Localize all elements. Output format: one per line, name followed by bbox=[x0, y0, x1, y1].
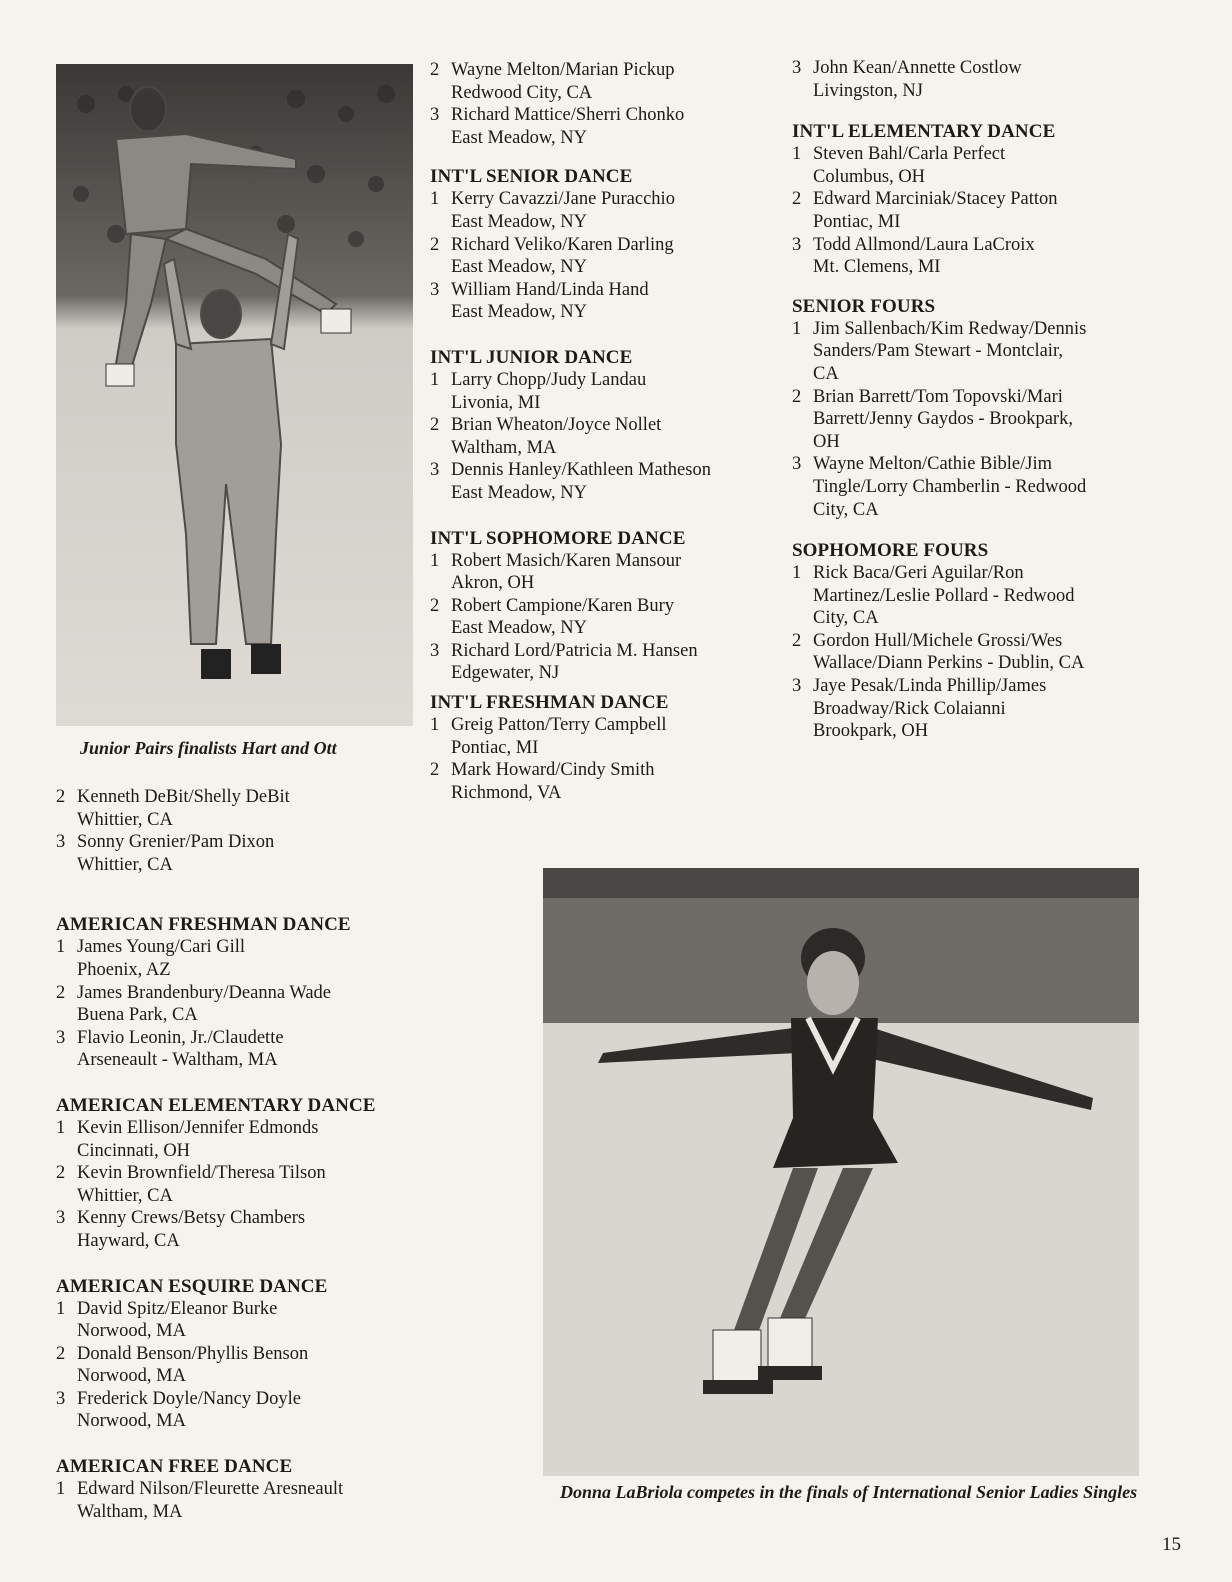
pairs-skaters-photo bbox=[56, 64, 413, 726]
result-entry: 1 Larry Chopp/Judy Landau Livonia, MI bbox=[430, 369, 647, 413]
results-section bbox=[792, 539, 1157, 743]
result-entry: 2 Edward Marciniak/Stacey Patton Pontiac, MI bbox=[792, 189, 1058, 232]
result-entry: 3 Frederick Doyle/Nancy Doyle Norwood, MA bbox=[56, 1388, 301, 1432]
continued-results bbox=[792, 57, 1157, 102]
result-entry: 1 James Young/Cari Gill Phoenix, AZ bbox=[56, 937, 246, 980]
results-section bbox=[56, 1094, 436, 1253]
results-section bbox=[792, 120, 1157, 279]
result-entry: 3 Dennis Hanley/Kathleen Matheson East Meadow, NY bbox=[430, 460, 711, 503]
middle-results-column bbox=[430, 59, 780, 826]
result-entry: 1 Steven Bahl/Carla Perfect Columbus, OH bbox=[792, 144, 1006, 187]
results-section bbox=[56, 913, 436, 1072]
continued-results bbox=[56, 786, 436, 876]
result-entry: 1 David Spitz/Eleanor Burke Norwood, MA bbox=[56, 1298, 278, 1342]
result-entry: 2 Gordon Hull/Michele Grossi/Wes Wallace/Diann Perkins - Dublin, CA bbox=[792, 630, 1085, 674]
result-entry: 3 William Hand/Linda Hand East Meadow, NY bbox=[430, 279, 649, 323]
result-entry: 2 Kenneth DeBit/Shelly DeBit Whittier, CA bbox=[56, 787, 290, 830]
results-section bbox=[56, 1455, 436, 1523]
section-heading: AMERICAN ESQUIRE DANCE bbox=[56, 1275, 328, 1297]
results-section bbox=[56, 1275, 436, 1434]
result-entry: 3 John Kean/Annette Costlow Livingston, NJ bbox=[792, 58, 1022, 101]
result-entry: 2 Robert Campione/Karen Bury East Meadow, NY bbox=[430, 595, 674, 639]
left-results-column bbox=[56, 786, 436, 1545]
result-entry: 3 Kenny Crews/Betsy Chambers Hayward, CA bbox=[56, 1208, 306, 1251]
result-entry: 1 Greig Patton/Terry Campbell Pontiac, MI bbox=[430, 715, 667, 758]
result-entry: 2 Kevin Brownfield/Theresa Tilson Whittier, CA bbox=[56, 1163, 326, 1206]
right-results-column bbox=[792, 57, 1157, 765]
result-entry: 2 Brian Barrett/Tom Topovski/Mari Barrett/Jenny Gaydos - Brookpark, OH bbox=[792, 386, 1073, 452]
result-entry: 2 Wayne Melton/Marian Pickup Redwood City, CA bbox=[430, 60, 675, 103]
continued-results bbox=[430, 59, 780, 149]
result-entry: 1 Jim Sallenbach/Kim Redway/Dennis Sanders/Pam Stewart - Montclair, CA bbox=[792, 318, 1087, 384]
section-heading: INT'L ELEMENTARY DANCE bbox=[792, 121, 1056, 143]
section-heading: AMERICAN FREE DANCE bbox=[56, 1456, 293, 1478]
page-number: 15 bbox=[1162, 1534, 1181, 1555]
result-entry: 3 Sonny Grenier/Pam Dixon Whittier, CA bbox=[56, 832, 275, 875]
section-heading: AMERICAN FRESHMAN DANCE bbox=[56, 914, 351, 936]
result-entry: 3 Richard Mattice/Sherri Chonko East Meadow, NY bbox=[430, 105, 685, 148]
results-section bbox=[792, 295, 1157, 521]
result-entry: 1 Robert Masich/Karen Mansour Akron, OH bbox=[430, 550, 682, 594]
result-entry: 3 Richard Lord/Patricia M. Hansen Edgewater, NJ bbox=[430, 640, 698, 684]
result-entry: 3 Jaye Pesak/Linda Phillip/James Broadway/Rick Colaianni Brookpark, OH bbox=[792, 676, 1047, 742]
result-entry: 2 Mark Howard/Cindy Smith Richmond, VA bbox=[430, 760, 655, 803]
section-heading: INT'L SENIOR DANCE bbox=[430, 166, 633, 188]
section-heading: AMERICAN ELEMENTARY DANCE bbox=[56, 1094, 376, 1116]
section-heading: INT'L FRESHMAN DANCE bbox=[430, 692, 669, 714]
result-entry: 2 Brian Wheaton/Joyce Nollet Waltham, MA bbox=[430, 415, 662, 458]
section-heading: SOPHOMORE FOURS bbox=[792, 540, 989, 562]
result-entry: 3 Flavio Leonin, Jr./Claudette Arseneault - Waltham, MA bbox=[56, 1027, 284, 1071]
result-entry: 3 Todd Allmond/Laura LaCroix Mt. Clemens, MI bbox=[792, 234, 1035, 278]
pairs-photo-caption: Junior Pairs finalists Hart and Ott bbox=[80, 738, 337, 758]
results-section bbox=[430, 527, 780, 686]
solo-skater-photo bbox=[543, 868, 1139, 1476]
result-entry: 1 Kevin Ellison/Jennifer Edmonds Cincinnati, OH bbox=[56, 1117, 319, 1161]
result-entry: 3 Wayne Melton/Cathie Bible/Jim Tingle/Lorry Chamberlin - Redwood City, CA bbox=[792, 454, 1087, 520]
result-entry: 2 James Brandenbury/Deanna Wade Buena Park, CA bbox=[56, 982, 331, 1026]
results-section bbox=[430, 165, 780, 324]
result-entry: 1 Edward Nilson/Fleurette Aresneault Waltham, MA bbox=[56, 1479, 344, 1522]
result-entry: 1 Kerry Cavazzi/Jane Puracchio East Meadow, NY bbox=[430, 189, 675, 232]
result-entry: 1 Rick Baca/Geri Aguilar/Ron Martinez/Leslie Pollard - Redwood City, CA bbox=[792, 563, 1075, 629]
result-entry: 2 Donald Benson/Phyllis Benson Norwood, MA bbox=[56, 1343, 309, 1387]
solo-photo-caption: Donna LaBriola competes in the finals of International Senior Ladies Singles bbox=[560, 1482, 1138, 1502]
results-section bbox=[430, 691, 780, 804]
section-heading: SENIOR FOURS bbox=[792, 295, 936, 317]
result-entry: 2 Richard Veliko/Karen Darling East Meadow, NY bbox=[430, 234, 674, 278]
results-section bbox=[430, 346, 780, 505]
section-heading: INT'L JUNIOR DANCE bbox=[430, 346, 633, 368]
section-heading: INT'L SOPHOMORE DANCE bbox=[430, 527, 686, 549]
